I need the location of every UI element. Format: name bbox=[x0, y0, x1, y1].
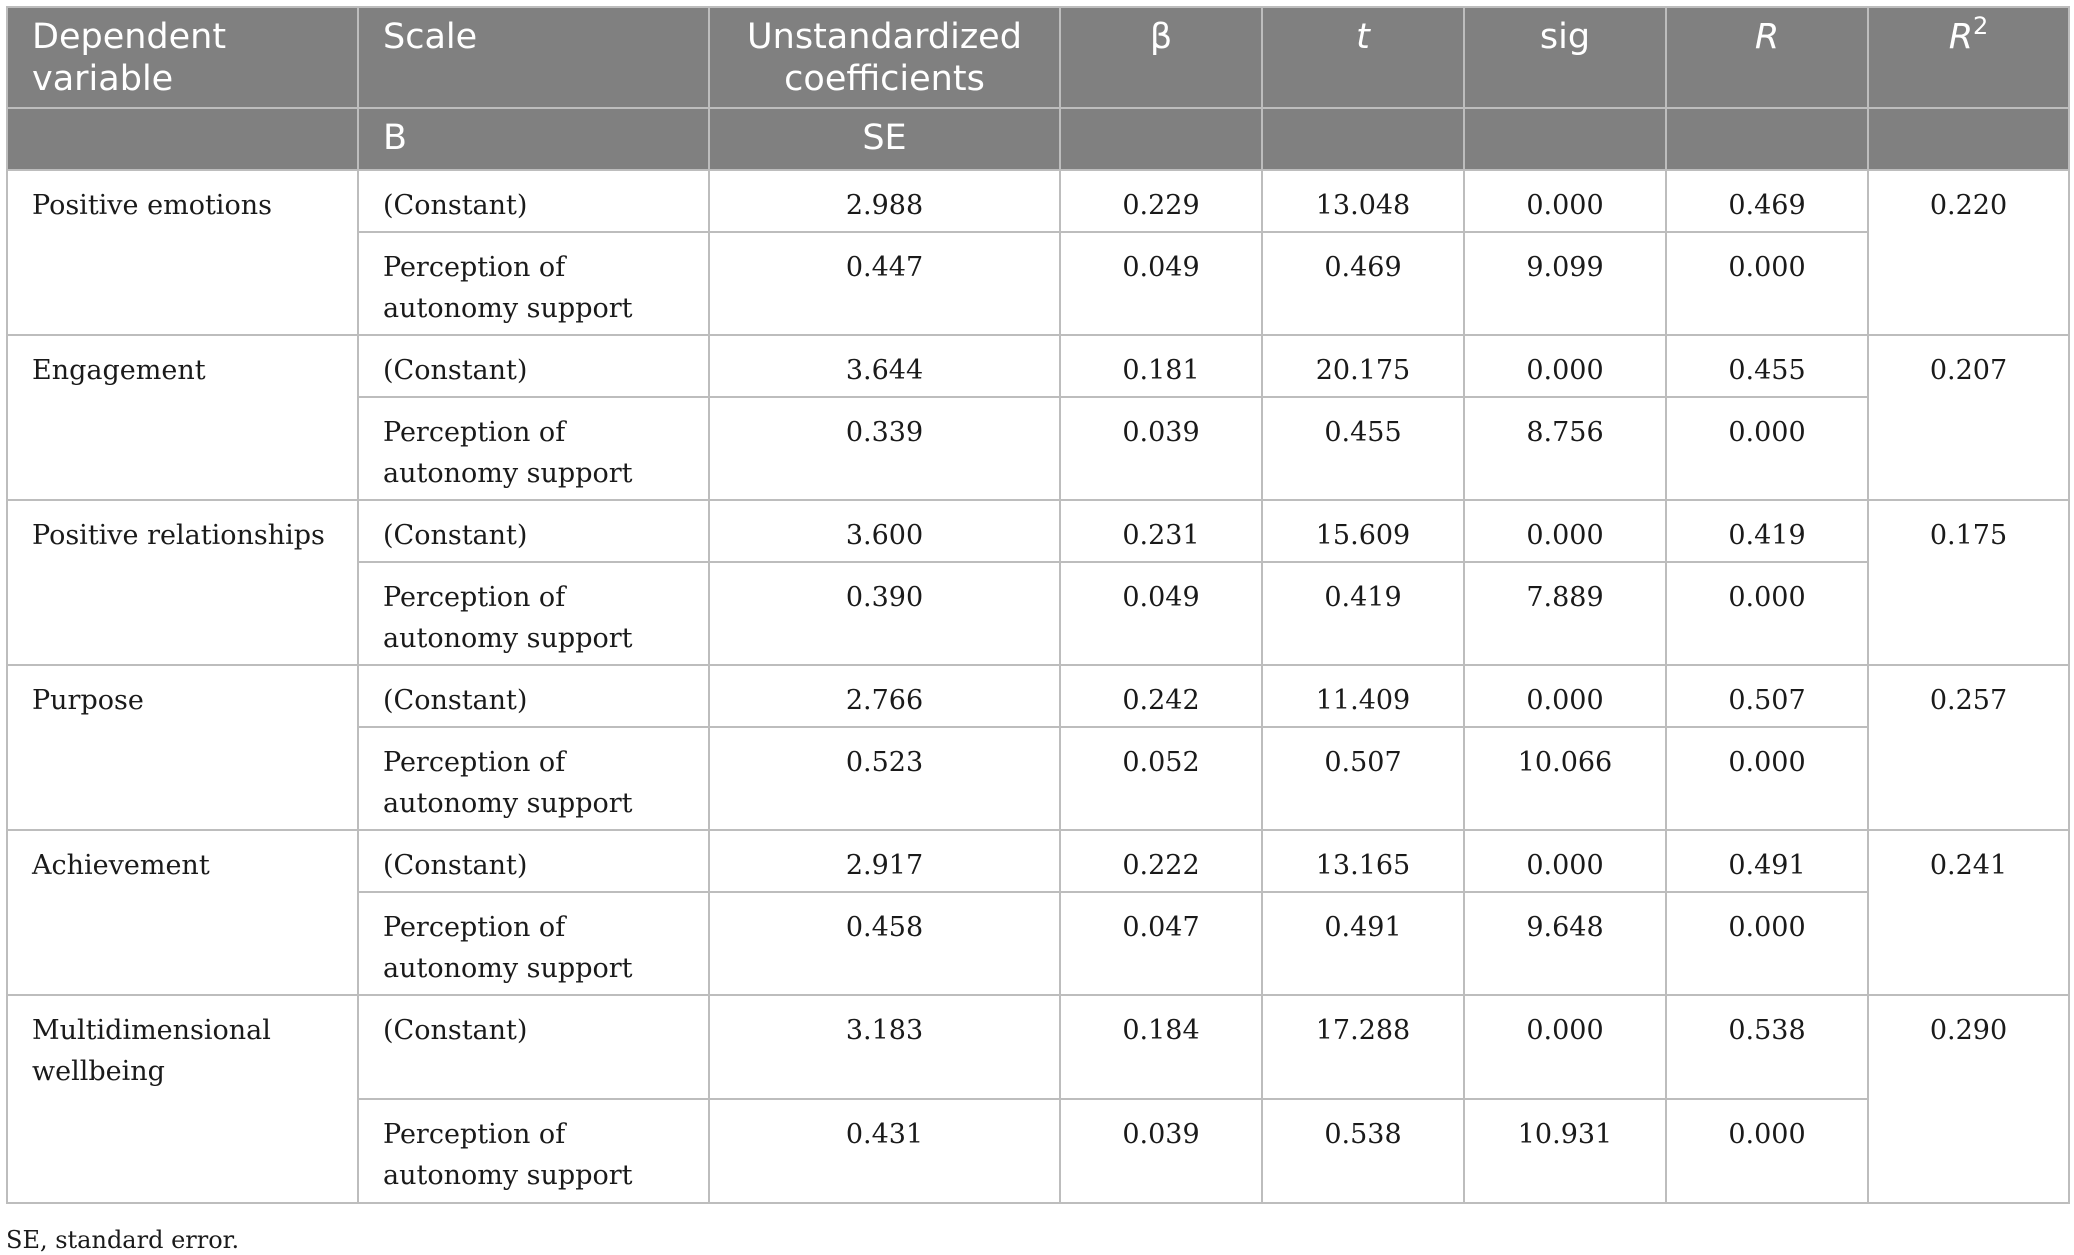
header-empty-6 bbox=[1868, 108, 2069, 170]
value-cell-se: 0.181 bbox=[1060, 335, 1262, 397]
value-cell-beta: 13.048 bbox=[1262, 170, 1464, 232]
header-empty-1 bbox=[7, 108, 358, 170]
dependent-variable-cell: Engagement bbox=[7, 335, 358, 500]
value-cell-se: 0.039 bbox=[1060, 1099, 1262, 1203]
value-cell-beta: 0.538 bbox=[1262, 1099, 1464, 1203]
value-cell-t: 8.756 bbox=[1464, 397, 1666, 500]
value-cell-b: 0.390 bbox=[709, 562, 1060, 665]
scale-cell: Perception of autonomy support bbox=[358, 727, 709, 830]
table-footnote: SE, standard error. bbox=[6, 1226, 240, 1254]
r-squared-cell: 0.290 bbox=[1868, 995, 2069, 1203]
regression-table-container bbox=[6, 6, 2068, 1204]
header-empty-4 bbox=[1464, 108, 1666, 170]
value-cell-se: 0.242 bbox=[1060, 665, 1262, 727]
value-cell-b: 2.988 bbox=[709, 170, 1060, 232]
value-cell-se: 0.184 bbox=[1060, 995, 1262, 1099]
dependent-variable-cell: Purpose bbox=[7, 665, 358, 830]
scale-cell: (Constant) bbox=[358, 500, 709, 562]
table-row bbox=[7, 665, 2069, 727]
value-cell-sig: 0.507 bbox=[1666, 665, 1868, 727]
value-cell-t: 0.000 bbox=[1464, 665, 1666, 727]
header-dependent-variable: Dependent variable bbox=[7, 7, 358, 108]
value-cell-se: 0.231 bbox=[1060, 500, 1262, 562]
value-cell-t: 0.000 bbox=[1464, 995, 1666, 1099]
dependent-variable-cell: Positive emotions bbox=[7, 170, 358, 335]
value-cell-sig: 0.000 bbox=[1666, 1099, 1868, 1203]
value-cell-b: 0.339 bbox=[709, 397, 1060, 500]
value-cell-sig: 0.000 bbox=[1666, 562, 1868, 665]
scale-cell: (Constant) bbox=[358, 335, 709, 397]
value-cell-sig: 0.469 bbox=[1666, 170, 1868, 232]
scale-cell: (Constant) bbox=[358, 995, 709, 1099]
header-se: SE bbox=[709, 108, 1060, 170]
header-t bbox=[1262, 7, 1464, 108]
value-cell-beta: 0.455 bbox=[1262, 397, 1464, 500]
value-cell-t: 0.000 bbox=[1464, 500, 1666, 562]
r-squared-cell: 0.207 bbox=[1868, 335, 2069, 500]
r-squared-cell: 0.220 bbox=[1868, 170, 2069, 335]
dependent-variable-cell: Achievement bbox=[7, 830, 358, 995]
r-squared-cell: 0.175 bbox=[1868, 500, 2069, 665]
header-r-label: R bbox=[1754, 17, 1780, 57]
header-sig: sig bbox=[1464, 7, 1666, 108]
dependent-variable-cell: Multidimensional wellbeing bbox=[7, 995, 358, 1203]
value-cell-b: 0.431 bbox=[709, 1099, 1060, 1203]
scale-cell: (Constant) bbox=[358, 665, 709, 727]
value-cell-sig: 0.000 bbox=[1666, 727, 1868, 830]
value-cell-beta: 17.288 bbox=[1262, 995, 1464, 1099]
header-empty-5 bbox=[1666, 108, 1868, 170]
scale-cell: Perception of autonomy support bbox=[358, 562, 709, 665]
scale-cell: Perception of autonomy support bbox=[358, 397, 709, 500]
value-cell-beta: 0.507 bbox=[1262, 727, 1464, 830]
value-cell-t: 10.066 bbox=[1464, 727, 1666, 830]
header-b: B bbox=[358, 108, 709, 170]
value-cell-se: 0.047 bbox=[1060, 892, 1262, 995]
value-cell-b: 2.917 bbox=[709, 830, 1060, 892]
value-cell-se: 0.039 bbox=[1060, 397, 1262, 500]
value-cell-t: 9.099 bbox=[1464, 232, 1666, 335]
header-r-squared bbox=[1868, 7, 2069, 108]
value-cell-se: 0.229 bbox=[1060, 170, 1262, 232]
scale-cell: (Constant) bbox=[358, 170, 709, 232]
value-cell-sig: 0.000 bbox=[1666, 892, 1868, 995]
value-cell-beta: 11.409 bbox=[1262, 665, 1464, 727]
value-cell-sig: 0.538 bbox=[1666, 995, 1868, 1099]
value-cell-t: 10.931 bbox=[1464, 1099, 1666, 1203]
header-t-label: t bbox=[1356, 17, 1370, 57]
value-cell-sig: 0.000 bbox=[1666, 232, 1868, 335]
value-cell-se: 0.222 bbox=[1060, 830, 1262, 892]
r-squared-cell: 0.257 bbox=[1868, 665, 2069, 830]
value-cell-sig: 0.419 bbox=[1666, 500, 1868, 562]
value-cell-beta: 0.419 bbox=[1262, 562, 1464, 665]
value-cell-beta: 0.491 bbox=[1262, 892, 1464, 995]
table-row bbox=[7, 170, 2069, 232]
value-cell-t: 0.000 bbox=[1464, 335, 1666, 397]
table-row bbox=[7, 830, 2069, 892]
header-r2-superscript: 2 bbox=[1973, 12, 1989, 40]
dependent-variable-cell: Positive relationships bbox=[7, 500, 358, 665]
r-squared-cell: 0.241 bbox=[1868, 830, 2069, 995]
table-row bbox=[7, 335, 2069, 397]
table-body bbox=[7, 170, 2069, 1203]
scale-cell: Perception of autonomy support bbox=[358, 892, 709, 995]
scale-cell: Perception of autonomy support bbox=[358, 1099, 709, 1203]
value-cell-beta: 0.469 bbox=[1262, 232, 1464, 335]
header-r bbox=[1666, 7, 1868, 108]
value-cell-t: 0.000 bbox=[1464, 170, 1666, 232]
value-cell-sig: 0.000 bbox=[1666, 397, 1868, 500]
value-cell-b: 2.766 bbox=[709, 665, 1060, 727]
table-row bbox=[7, 500, 2069, 562]
header-empty-3 bbox=[1262, 108, 1464, 170]
scale-cell: (Constant) bbox=[358, 830, 709, 892]
value-cell-beta: 13.165 bbox=[1262, 830, 1464, 892]
value-cell-b: 0.447 bbox=[709, 232, 1060, 335]
value-cell-se: 0.049 bbox=[1060, 232, 1262, 335]
value-cell-b: 0.523 bbox=[709, 727, 1060, 830]
header-beta: β bbox=[1060, 7, 1262, 108]
value-cell-t: 9.648 bbox=[1464, 892, 1666, 995]
value-cell-t: 0.000 bbox=[1464, 830, 1666, 892]
header-row-1 bbox=[7, 7, 2069, 108]
value-cell-beta: 20.175 bbox=[1262, 335, 1464, 397]
value-cell-se: 0.052 bbox=[1060, 727, 1262, 830]
value-cell-b: 0.458 bbox=[709, 892, 1060, 995]
value-cell-b: 3.183 bbox=[709, 995, 1060, 1099]
value-cell-b: 3.644 bbox=[709, 335, 1060, 397]
value-cell-sig: 0.491 bbox=[1666, 830, 1868, 892]
value-cell-t: 7.889 bbox=[1464, 562, 1666, 665]
value-cell-b: 3.600 bbox=[709, 500, 1060, 562]
header-scale: Scale bbox=[358, 7, 709, 108]
header-row-2 bbox=[7, 108, 2069, 170]
value-cell-se: 0.049 bbox=[1060, 562, 1262, 665]
header-r2-label: R bbox=[1948, 17, 1974, 57]
regression-table bbox=[6, 6, 2070, 1204]
header-unstandardized-coefficients: Unstandardized coefficients bbox=[709, 7, 1060, 108]
table-row bbox=[7, 995, 2069, 1099]
header-empty-2 bbox=[1060, 108, 1262, 170]
scale-cell: Perception of autonomy support bbox=[358, 232, 709, 335]
value-cell-beta: 15.609 bbox=[1262, 500, 1464, 562]
value-cell-sig: 0.455 bbox=[1666, 335, 1868, 397]
